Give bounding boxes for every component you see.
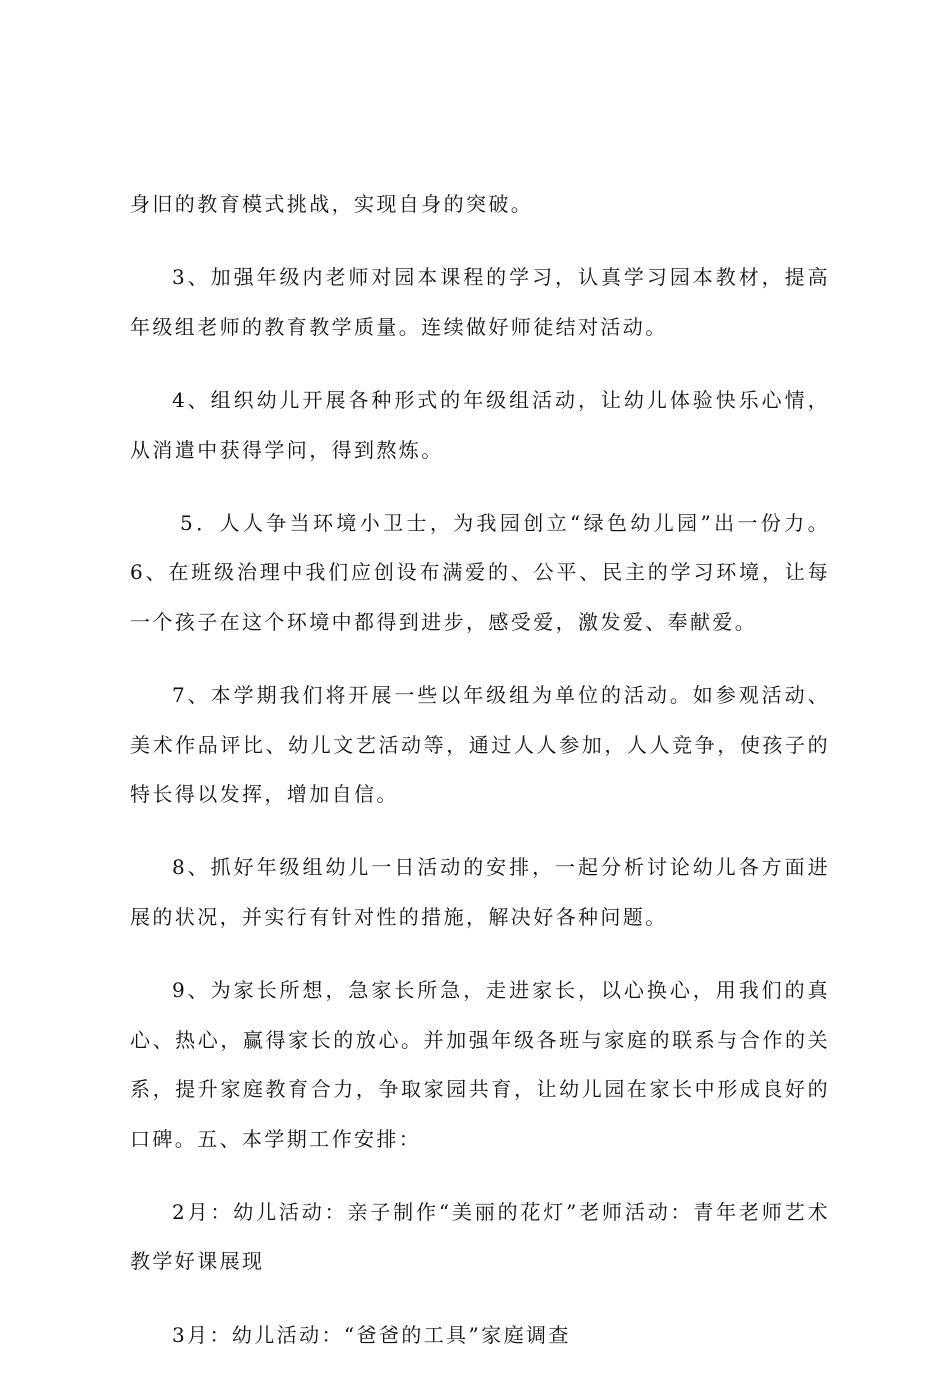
paragraph-item-8: 8、抓好年级组幼儿一日活动的安排，一起分析讨论幼儿各方面进展的状况，并实行有针对性的措施，解决好各种问题。 — [130, 855, 830, 929]
paragraph-item-4: 4、组织幼儿开展各种形式的年级组活动，让幼儿体验快乐心情，从消遣中获得学问，得到熬炼。 — [130, 388, 830, 462]
document-body — [130, 180, 830, 1384]
paragraph-schedule-march: 3月：幼儿活动：“爸爸的工具”家庭调查 — [172, 1322, 571, 1347]
paragraph-continuation: 身旧的教育模式挑战，实现自身的突破。 — [130, 192, 534, 216]
paragraph-schedule-february: 2月：幼儿活动：亲子制作“美丽的花灯”老师活动：青年老师艺术教学好课展现 — [130, 1199, 830, 1274]
paragraph-item-9: 9、为家长所想，急家长所急，走进家长，以心换心，用我们的真心、热心，赢得家长的放心。并加强年级各班与家庭的联系与合作的关系，提升家庭教育合力，争取家园共育，让幼儿园在家长中形成良好的口碑。五、本学期工作安排： — [130, 978, 830, 1151]
paragraph-item-3: 3、加强年级内老师对园本课程的学习，认真学习园本教材，提高年级组老师的教育教学质量。连续做好师徒结对活动。 — [130, 265, 830, 339]
paragraph-item-7: 7、本学期我们将开展一些以年级组为单位的活动。如参观活动、美术作品评比、幼儿文艺活动等，通过人人参加，人人竞争，使孩子的特长得以发挥，增加自信。 — [130, 683, 830, 807]
paragraph-item-5-6: 5．人人争当环境小卫士，为我园创立“绿色幼儿园”出一份力。6、在班级治理中我们应创设布满爱的、公平、民主的学习环境，让每一个孩子在这个环境中都得到进步，感受爱，激发爱、奉献爱。 — [130, 511, 830, 634]
